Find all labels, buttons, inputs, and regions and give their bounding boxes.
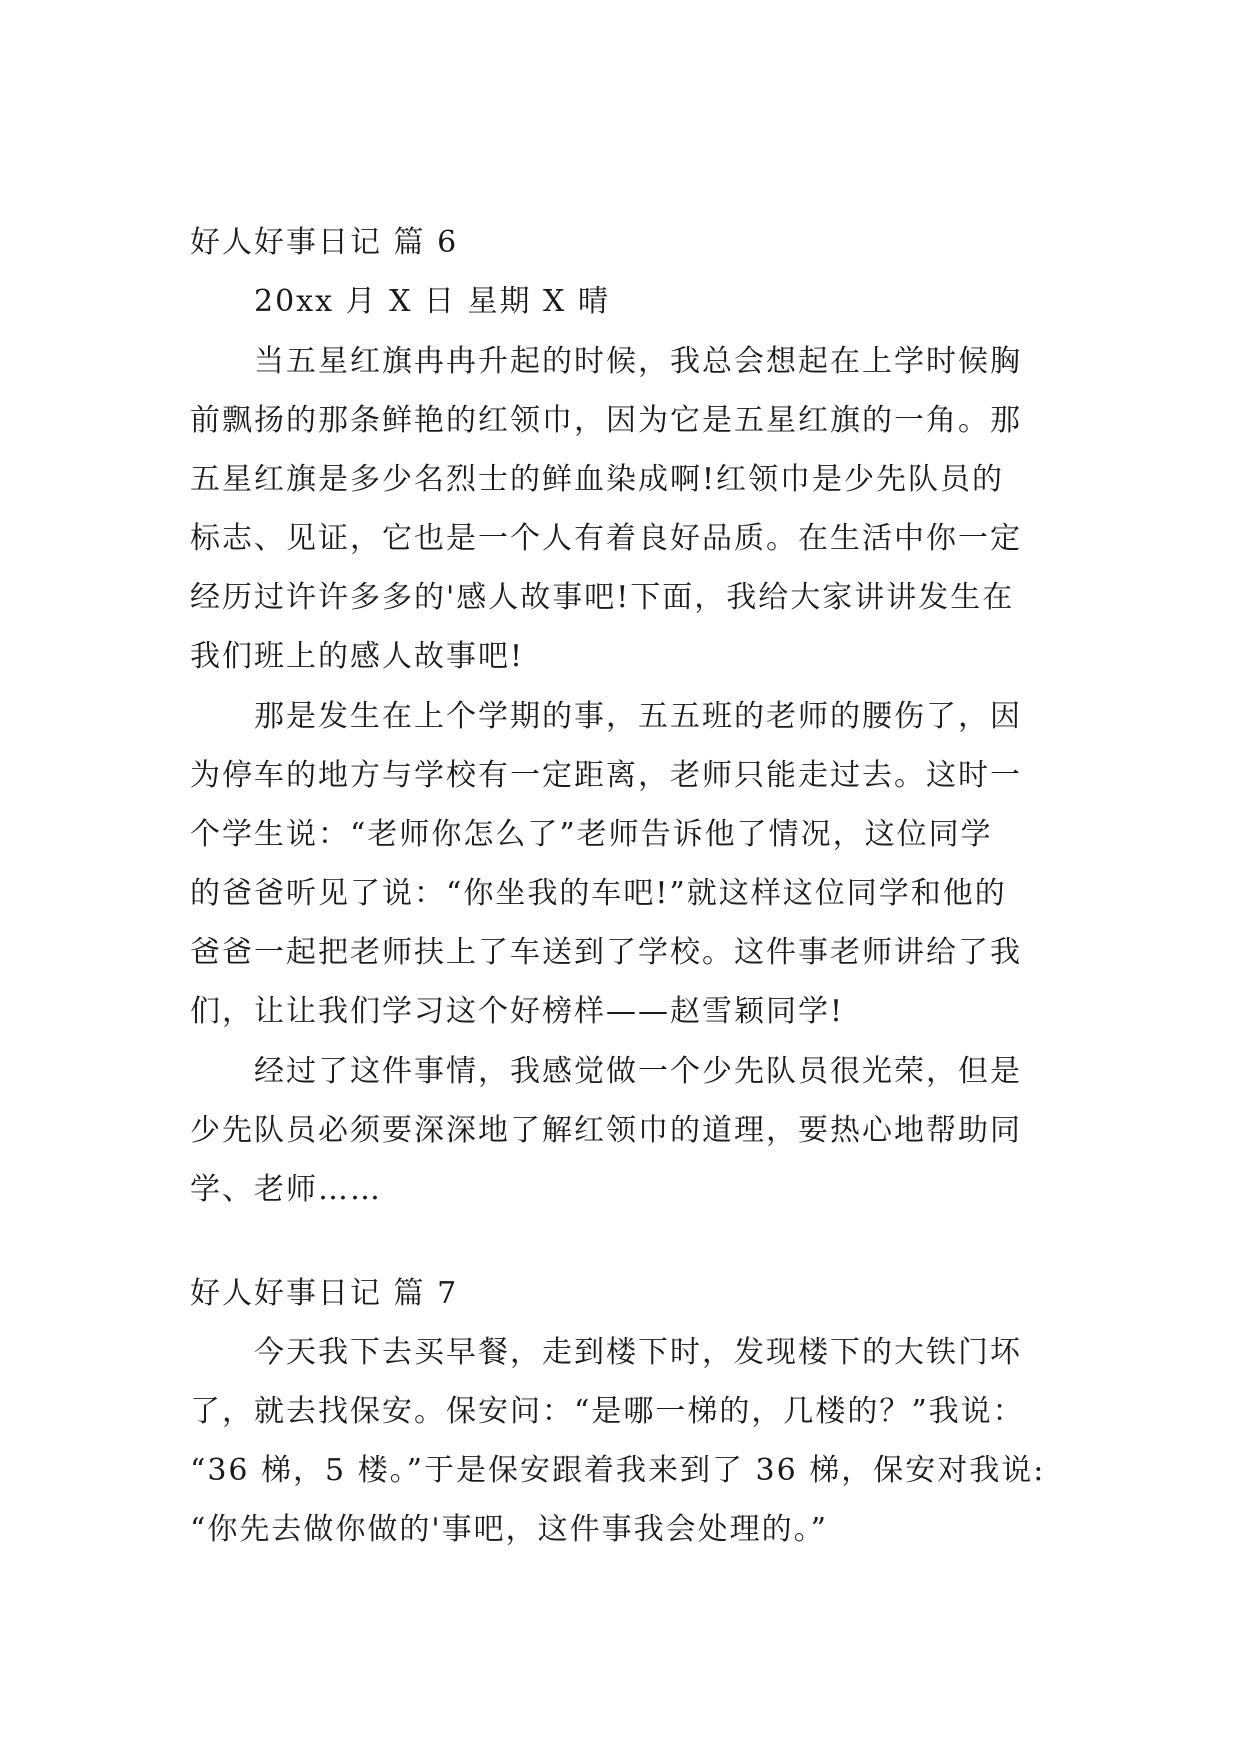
paragraph-line: 学、老师…… bbox=[190, 1172, 382, 1207]
section-7-title: 好人好事日记 篇 7 bbox=[190, 1276, 459, 1311]
paragraph-line: 少先队员必须要深深地了解红领巾的道理，要热心地帮助同 bbox=[190, 1113, 1022, 1148]
paragraph-line: 经过了这件事情，我感觉做一个少先队员很光荣，但是 bbox=[254, 1054, 1022, 1089]
paragraph-line: “你先去做你做的'事吧，这件事我会处理的。” bbox=[190, 1512, 828, 1547]
paragraph-line: 们，让让我们学习这个好榜样——赵雪颖同学! bbox=[190, 994, 845, 1029]
paragraph-line: 那是发生在上个学期的事，五五班的老师的腰伤了，因 bbox=[254, 699, 1022, 734]
section-6-date-line: 20xx 月 X 日 星期 X 晴 bbox=[254, 284, 610, 319]
paragraph-line: 经历过许许多多的'感人故事吧!下面，我给大家讲讲发生在 bbox=[190, 580, 1015, 615]
paragraph-line: 前飘扬的那条鲜艳的红领巾，因为它是五星红旗的一角。那 bbox=[190, 403, 1022, 438]
paragraph-line: 了，就去找保安。保安问：“是哪一梯的，几楼的？”我说： bbox=[190, 1394, 1025, 1429]
paragraph-line: 五星红旗是多少名烈士的鲜血染成啊!红领巾是少先队员的 bbox=[190, 462, 1005, 497]
paragraph-line: 爸爸一起把老师扶上了车送到了学校。这件事老师讲给了我 bbox=[190, 935, 1022, 970]
section-6-title: 好人好事日记 篇 6 bbox=[190, 225, 459, 260]
paragraph-line: 标志、见证，它也是一个人有着良好品质。在生活中你一定 bbox=[190, 521, 1022, 556]
paragraph-line: “36 梯，5 楼。”于是保安跟着我来到了 36 梯，保安对我说: bbox=[190, 1453, 1046, 1488]
paragraph-line: 当五星红旗冉冉升起的时候，我总会想起在上学时候胸 bbox=[254, 344, 1022, 379]
paragraph-line: 我们班上的感人故事吧! bbox=[190, 639, 525, 674]
paragraph-line: 今天我下去买早餐，走到楼下时，发现楼下的大铁门坏 bbox=[254, 1335, 1022, 1370]
paragraph-line: 为停车的地方与学校有一定距离，老师只能走过去。这时一 bbox=[190, 758, 1022, 793]
paragraph-line: 的爸爸听见了说：“你坐我的车吧!”就这样这位同学和他的 bbox=[190, 876, 1007, 911]
paragraph-line: 个学生说：“老师你怎么了”老师告诉他了情况，这位同学 bbox=[190, 817, 993, 852]
